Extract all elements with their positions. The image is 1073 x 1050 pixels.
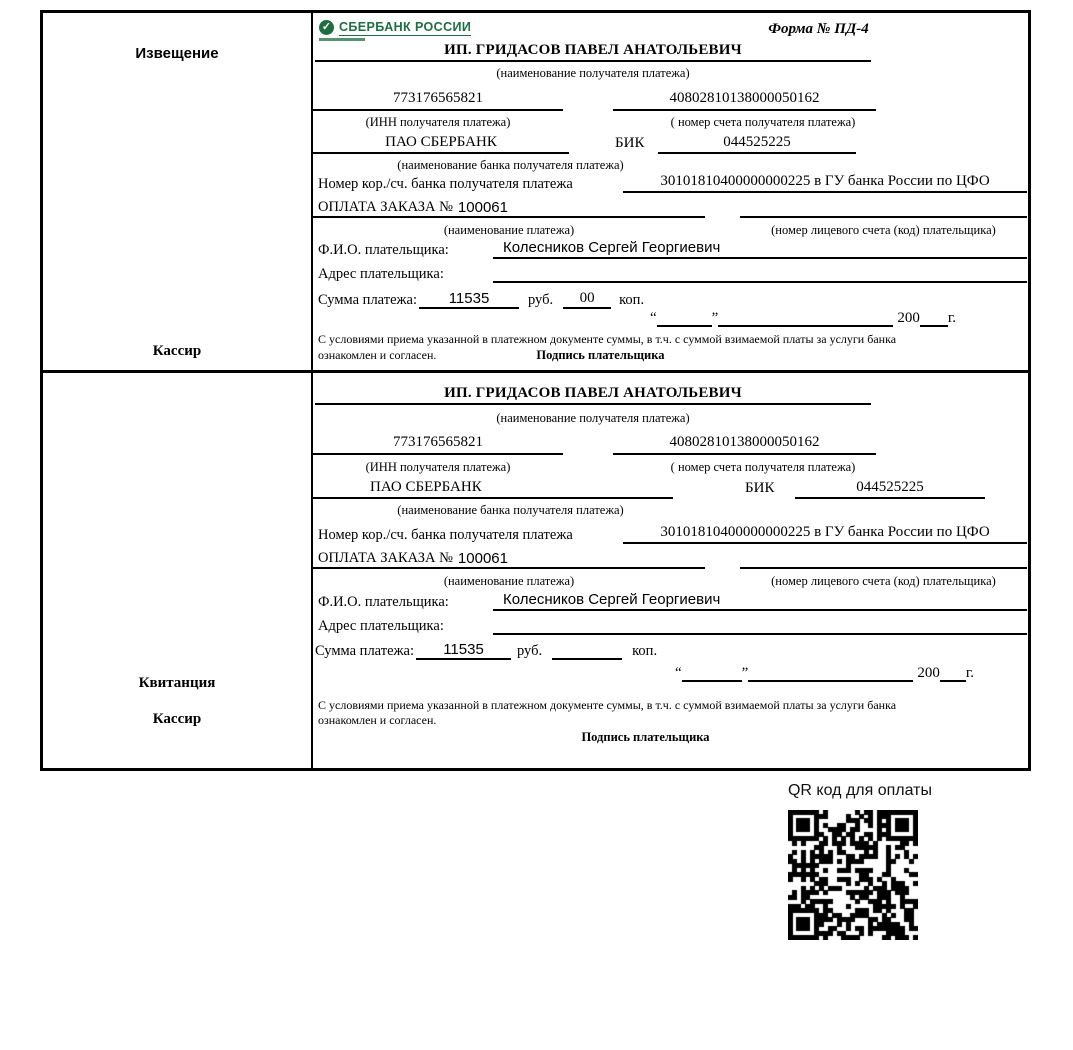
recipient-inn: 773176565821 xyxy=(313,90,563,111)
notice-left-column xyxy=(43,13,313,370)
notice-title: Извещение xyxy=(135,45,219,62)
date-year-suffix: г. xyxy=(947,310,957,326)
payer-name-label: Ф.И.О. плательщика: xyxy=(318,242,449,258)
order-number: 100061 xyxy=(457,199,508,216)
payer-address-label: Адрес плательщика: xyxy=(318,266,444,282)
sum-label: Сумма платежа: xyxy=(318,292,417,308)
recipient-account: 40802810138000050162 xyxy=(613,434,876,455)
recipient-account: 40802810138000050162 xyxy=(613,90,876,111)
corr-account-value: 30101810400000000225 в ГУ банка России по ЦФО xyxy=(623,524,1027,544)
qr-code-label: QR код для оплаты xyxy=(787,782,932,799)
personal-account-label: (номер лицевого счета (код) плательщика) xyxy=(771,223,996,237)
date-quote-close: ” xyxy=(741,665,749,681)
sum-row xyxy=(315,638,657,660)
payer-name-value: Колесников Сергей Георгиевич xyxy=(493,591,1027,611)
sum-kop-value xyxy=(552,658,622,660)
agreement-text xyxy=(318,332,973,364)
account-label: ( номер счета получателя платежа) xyxy=(670,115,856,129)
inn-label: (ИНН получателя платежа) xyxy=(365,460,511,474)
pd4-form xyxy=(40,10,1031,771)
receipt-title: Квитанция xyxy=(138,675,216,691)
receipt-cashier-label: Кассир xyxy=(152,711,202,727)
section-receipt xyxy=(43,373,1028,768)
agreement-line1: С условиями приема указанной в платежном документе суммы, в т.ч. с суммой взимаемой платы за услуги банка xyxy=(318,698,897,712)
corr-account-label: Номер кор./сч. банка получателя платежа xyxy=(318,176,573,192)
section-notice xyxy=(43,13,1028,373)
rub-label: руб. xyxy=(517,643,543,659)
bank-name: ПАО СБЕРБАНК xyxy=(313,479,673,499)
payer-address-label: Адрес плательщика: xyxy=(318,618,444,634)
personal-account-line xyxy=(740,550,1027,569)
notice-cashier-label: Кассир xyxy=(152,343,202,359)
date-year-line xyxy=(920,325,948,327)
receipt-left-column xyxy=(43,373,313,768)
bank-name-label: (наименование банка получателя платежа) xyxy=(397,503,624,517)
payer-name-label: Ф.И.О. плательщика: xyxy=(318,594,449,610)
sberbank-logo-text: СБЕРБАНК РОССИИ xyxy=(339,20,472,34)
date-day-line xyxy=(657,325,712,327)
bik-label: БИК xyxy=(745,480,775,496)
date-quote-open: “ xyxy=(675,665,682,681)
personal-account-line xyxy=(740,199,1027,218)
signature-label: Подпись плательщика xyxy=(536,348,665,363)
inn-label: (ИНН получателя платежа) xyxy=(365,115,511,129)
bik-value: 044525225 xyxy=(658,134,856,154)
sberbank-logo-icon: ✓ xyxy=(319,20,334,35)
qr-code xyxy=(788,810,918,940)
date-year-suffix: г. xyxy=(965,665,975,681)
purpose-label: (наименование платежа) xyxy=(443,223,575,237)
payment-purpose: ОПЛАТА ЗАКАЗА № xyxy=(318,550,453,566)
rub-label: руб. xyxy=(528,292,554,308)
date-month-line xyxy=(718,325,893,327)
date-row xyxy=(675,662,974,682)
sum-rub-value: 11535 xyxy=(416,641,511,660)
form-number: Форма № ПД-4 xyxy=(768,21,869,37)
corr-account-label: Номер кор./сч. банка получателя платежа xyxy=(318,527,573,543)
agreement-line2: ознакомлен и согласен. xyxy=(318,713,437,728)
date-month-line xyxy=(748,680,913,682)
date-quote-open: “ xyxy=(650,310,657,326)
personal-account-label: (номер лицевого счета (код) плательщика) xyxy=(771,574,996,588)
agreement-text xyxy=(318,698,973,729)
purpose-label: (наименование платежа) xyxy=(443,574,575,588)
agreement-line1: С условиями приема указанной в платежном документе суммы, в т.ч. с суммой взимаемой платы за услуги банка xyxy=(318,332,897,346)
signature-label: Подпись плательщика xyxy=(581,730,710,744)
date-year-prefix: 200 xyxy=(917,665,940,681)
recipient-inn: 773176565821 xyxy=(313,434,563,455)
payer-address-value xyxy=(493,616,1027,635)
kop-label: коп. xyxy=(632,643,658,659)
date-quote-close: ” xyxy=(711,310,719,326)
kop-label: коп. xyxy=(619,292,645,308)
date-year-prefix: 200 xyxy=(897,310,920,326)
bank-name: ПАО СБЕРБАНК xyxy=(313,134,569,154)
date-year-line xyxy=(940,680,966,682)
bik-label: БИК xyxy=(615,135,645,151)
recipient-name-label: (наименование получателя платежа) xyxy=(496,66,690,80)
sum-kop-value: 00 xyxy=(563,290,611,309)
date-row xyxy=(650,307,956,327)
agreement-line2: ознакомлен и согласен. xyxy=(318,348,437,363)
payer-address-value xyxy=(493,264,1027,283)
sum-row xyxy=(318,287,644,309)
sberbank-logo xyxy=(319,20,471,36)
recipient-name-label: (наименование получателя платежа) xyxy=(496,411,690,425)
receipt-right-column xyxy=(313,373,1028,768)
logo-tagline-bar xyxy=(319,38,365,41)
payment-purpose-line xyxy=(313,550,705,569)
recipient-name: ИП. ГРИДАСОВ ПАВЕЛ АНАТОЛЬЕВИЧ xyxy=(315,42,871,62)
payer-name-value: Колесников Сергей Георгиевич xyxy=(493,239,1027,259)
bik-value: 044525225 xyxy=(795,479,985,499)
corr-account-value: 30101810400000000225 в ГУ банка России по ЦФО xyxy=(623,173,1027,193)
payment-purpose-line xyxy=(313,199,705,218)
sum-rub-value: 11535 xyxy=(419,290,519,309)
order-number: 100061 xyxy=(457,550,508,567)
recipient-name: ИП. ГРИДАСОВ ПАВЕЛ АНАТОЛЬЕВИЧ xyxy=(315,385,871,405)
date-day-line xyxy=(682,680,742,682)
account-label: ( номер счета получателя платежа) xyxy=(670,460,856,474)
payment-purpose: ОПЛАТА ЗАКАЗА № xyxy=(318,199,453,215)
notice-right-column xyxy=(313,13,1028,370)
sum-label: Сумма платежа: xyxy=(315,643,414,659)
bank-name-label: (наименование банка получателя платежа) xyxy=(397,158,624,172)
